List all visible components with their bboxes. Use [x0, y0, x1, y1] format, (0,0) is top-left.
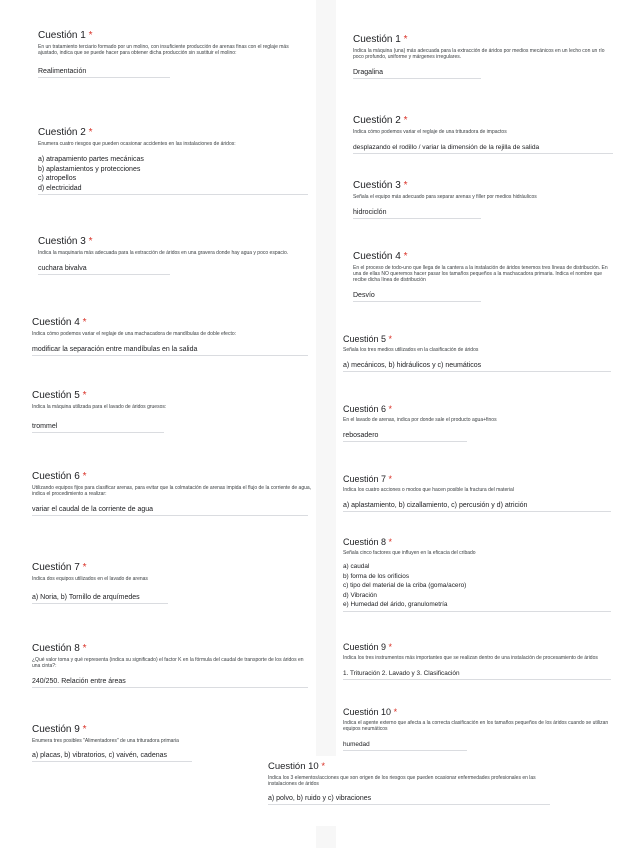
required-mark: *	[88, 236, 93, 247]
question-title-text: Cuestión 6	[343, 404, 387, 414]
question-title-text: Cuestión 8	[32, 643, 80, 654]
answer-field[interactable]: humedad	[343, 740, 467, 751]
question-title	[343, 536, 613, 548]
question-description: Indica el agente externo que afecta a la correcta clasificación en los tamaños pequeños de los áridos cuando se utilizan equipos neumáticos	[343, 720, 609, 732]
question-title	[343, 473, 613, 485]
required-mark: *	[82, 562, 87, 573]
question-title	[32, 317, 312, 329]
question-card	[353, 180, 615, 219]
required-mark: *	[321, 761, 326, 772]
question-card	[32, 471, 312, 516]
question-title-text: Cuestión 9	[32, 724, 80, 735]
question-description: Enumera cuatro riesgos que pueden ocasionar accidentes en las instalaciones de áridos:	[38, 141, 236, 147]
answer-field[interactable]: 1. Trituración 2. Lavado y 3. Clasificación	[343, 669, 611, 680]
answer-field[interactable]: Realimentación	[38, 67, 170, 78]
question-description: Indica la máquina utilizada para el lavado de áridos gruesos:	[32, 404, 167, 410]
question-title	[353, 34, 615, 46]
question-description: ¿Qué valor toma y qué representa (indica su significado) el factor K en la fórmula del caudal de transporte de los áridos en una cinta?:	[32, 657, 304, 669]
required-mark: *	[388, 334, 393, 344]
required-mark: *	[88, 30, 93, 41]
answer-line: a) caudal	[343, 563, 370, 570]
answer-field[interactable]: cuchara bivalva	[38, 264, 170, 275]
answer-field[interactable]: 240/250. Relación entre áreas	[32, 677, 308, 688]
question-title-text: Cuestión 8	[343, 537, 387, 547]
question-title	[353, 115, 615, 127]
question-description: Indica los 3 elementos/acciones que son origen de los riesgos que pueden ocasionar enfermedades profesionales en las instalaciones de áridos	[268, 775, 536, 787]
question-card	[32, 643, 312, 688]
question-title	[32, 724, 262, 736]
question-card	[353, 34, 615, 79]
answer-field[interactable]: a) Noria, b) Tornillo de arquímedes	[32, 593, 168, 604]
answer-line: e) Humedad del árido, granulometría	[343, 601, 448, 608]
bottom-question-panel	[255, 756, 555, 826]
question-title-text: Cuestión 4	[32, 317, 80, 328]
answer-field[interactable]: a) mecánicos, b) hidráulicos y c) neumáticos	[343, 361, 611, 372]
question-description: En un tratamiento terciario formado por un molino, con insuficiente producción de arenas finas con el reglaje más ajustado, indica que se puede hacer para obtener dicha producción sin sustituir el molino:	[38, 44, 289, 56]
required-mark: *	[82, 390, 87, 401]
question-description: Indica cómo podemos variar el reglaje de una machacadora de mandíbulas de doble efecto:	[32, 331, 237, 337]
question-card	[343, 641, 613, 680]
question-card	[38, 30, 310, 78]
right-panel	[336, 0, 636, 848]
question-title-text: Cuestión 4	[353, 251, 401, 262]
answer-line: b) forma de los orificios	[343, 572, 410, 580]
required-mark: *	[388, 404, 393, 414]
required-mark: *	[82, 471, 87, 482]
question-description: Indica dos equipos utilizados en el lavado de arenas	[32, 576, 148, 582]
question-title	[32, 562, 312, 574]
answer-field[interactable]: modificar la separación entre mandíbulas en la salida	[32, 345, 308, 356]
question-card	[343, 706, 613, 751]
question-title	[343, 641, 613, 653]
question-card	[343, 473, 613, 512]
question-title	[38, 236, 310, 248]
question-description: En el proceso de todo-uno que llega de la cantera a la instalación de áridos tenemos tres líneas de distribución. En una de ellas NO queremos hacer pasar los tamaños pequeños a la machacadora primaria. Indica el nombre que recibe dicha línea de distribución	[353, 265, 608, 283]
question-title	[32, 471, 312, 483]
answer-field[interactable]: trommel	[32, 422, 164, 433]
required-mark: *	[388, 642, 393, 652]
question-description: Señala los tres medios utilizados en la clasificación de áridos	[343, 347, 479, 353]
question-title-text: Cuestión 6	[32, 471, 80, 482]
question-title-text: Cuestión 10	[343, 707, 392, 717]
question-title-text: Cuestión 9	[343, 642, 387, 652]
required-mark: *	[88, 127, 93, 138]
question-description: Indica los tres instrumentos más importantes que se realizan dentro de una instalación de procesamiento de áridos	[343, 655, 598, 661]
question-card	[32, 724, 262, 762]
question-description: Indica la maquinaria más adecuada para la extracción de áridos en una gravera donde hay agua y poco espacio.	[38, 250, 289, 256]
question-card	[343, 403, 613, 442]
question-description: Indica la máquina (una) más adecuada para la extracción de áridos por medios mecánicos en un lecho con un río poco profundo, uniforme y márgenes irregulares.	[353, 48, 605, 60]
question-description: Señala el equipo más adecuado para separar arenas y filler por medios hidráulicos	[353, 194, 537, 200]
answer-field[interactable]: variar el caudal de la corriente de agua	[32, 505, 308, 516]
question-title-text: Cuestión 3	[38, 236, 86, 247]
answer-field[interactable]: a) aplastamiento, b) cizallamiento, c) percusión y d) atrición	[343, 501, 611, 512]
question-title	[343, 333, 613, 345]
question-card	[343, 536, 613, 612]
question-card	[32, 562, 312, 604]
question-card	[32, 317, 312, 356]
question-title	[38, 30, 310, 42]
required-mark: *	[388, 537, 393, 547]
required-mark: *	[403, 251, 408, 262]
question-card	[353, 115, 615, 154]
question-title-text: Cuestión 2	[38, 127, 86, 138]
answer-field[interactable]: rebosadero	[343, 431, 467, 442]
question-card	[32, 390, 312, 433]
question-card	[353, 251, 615, 302]
answer-field[interactable]: a) placas, b) vibratorios, c) vaivén, cadenas	[32, 751, 192, 762]
question-title	[268, 761, 552, 773]
answer-field[interactable]	[343, 562, 611, 612]
question-title-text: Cuestión 1	[353, 34, 401, 45]
question-title	[353, 180, 615, 192]
question-title-text: Cuestión 10	[268, 761, 319, 772]
answer-line: a) atrapamiento partes mecánicas	[38, 156, 144, 163]
required-mark: *	[82, 317, 87, 328]
answer-line: d) Vibración	[343, 591, 377, 599]
question-card	[343, 333, 613, 372]
required-mark: *	[82, 643, 87, 654]
left-panel	[0, 0, 316, 848]
question-description: Utilizando equipos fijos para clasificar arenas, para evitar que la colmatación de arenas impida el flujo de la corriente de agua, indica el procedimiento a realizar:	[32, 485, 312, 497]
question-title	[32, 643, 312, 655]
answer-field[interactable]	[38, 155, 308, 195]
question-description: En el lavado de arenas, indica por donde sale el producto agua+finos	[343, 417, 497, 423]
answer-line: d) electricidad	[38, 184, 82, 192]
required-mark: *	[403, 180, 408, 191]
question-title-text: Cuestión 3	[353, 180, 401, 191]
question-title-text: Cuestión 5	[32, 390, 80, 401]
required-mark: *	[82, 724, 87, 735]
answer-field[interactable]: desplazando el rodillo / variar la dimensión de la rejilla de salida	[353, 143, 613, 154]
answer-line: c) atropellos	[38, 175, 77, 182]
question-card	[38, 236, 310, 275]
question-title	[38, 127, 310, 139]
question-card	[268, 761, 552, 805]
answer-field[interactable]: a) polvo, b) ruido y c) vibraciones	[268, 794, 550, 805]
background-gap	[314, 0, 336, 848]
answer-field[interactable]: Desvío	[353, 291, 481, 302]
required-mark: *	[403, 115, 408, 126]
required-mark: *	[393, 707, 398, 717]
question-title-text: Cuestión 7	[32, 562, 80, 573]
question-title-text: Cuestión 1	[38, 30, 86, 41]
question-description: Indica los cuatro acciones o modos que hacen posible la fractura del material	[343, 487, 514, 493]
question-title	[343, 403, 613, 415]
answer-line: c) tipo del material de la criba (goma/acero)	[343, 582, 467, 589]
question-card	[38, 127, 310, 195]
answer-line: b) aplastamientos y protecciones	[38, 165, 141, 173]
question-title	[353, 251, 615, 263]
question-description: Enumera tres posibles "Alimentadores" de una trituradora primaria	[32, 738, 179, 744]
required-mark: *	[388, 474, 393, 484]
answer-field[interactable]: Dragalina	[353, 68, 481, 79]
question-title-text: Cuestión 5	[343, 334, 387, 344]
question-title	[32, 390, 312, 402]
question-description: Indica cómo podemos variar el reglaje de una trituradora de impactos	[353, 129, 507, 135]
question-description: Señala cinco factores que influyen en la eficacia del cribado	[343, 550, 476, 556]
answer-field[interactable]: hidrociclón	[353, 208, 481, 219]
question-title-text: Cuestión 7	[343, 474, 387, 484]
question-title-text: Cuestión 2	[353, 115, 401, 126]
required-mark: *	[403, 34, 408, 45]
question-title	[343, 706, 613, 718]
